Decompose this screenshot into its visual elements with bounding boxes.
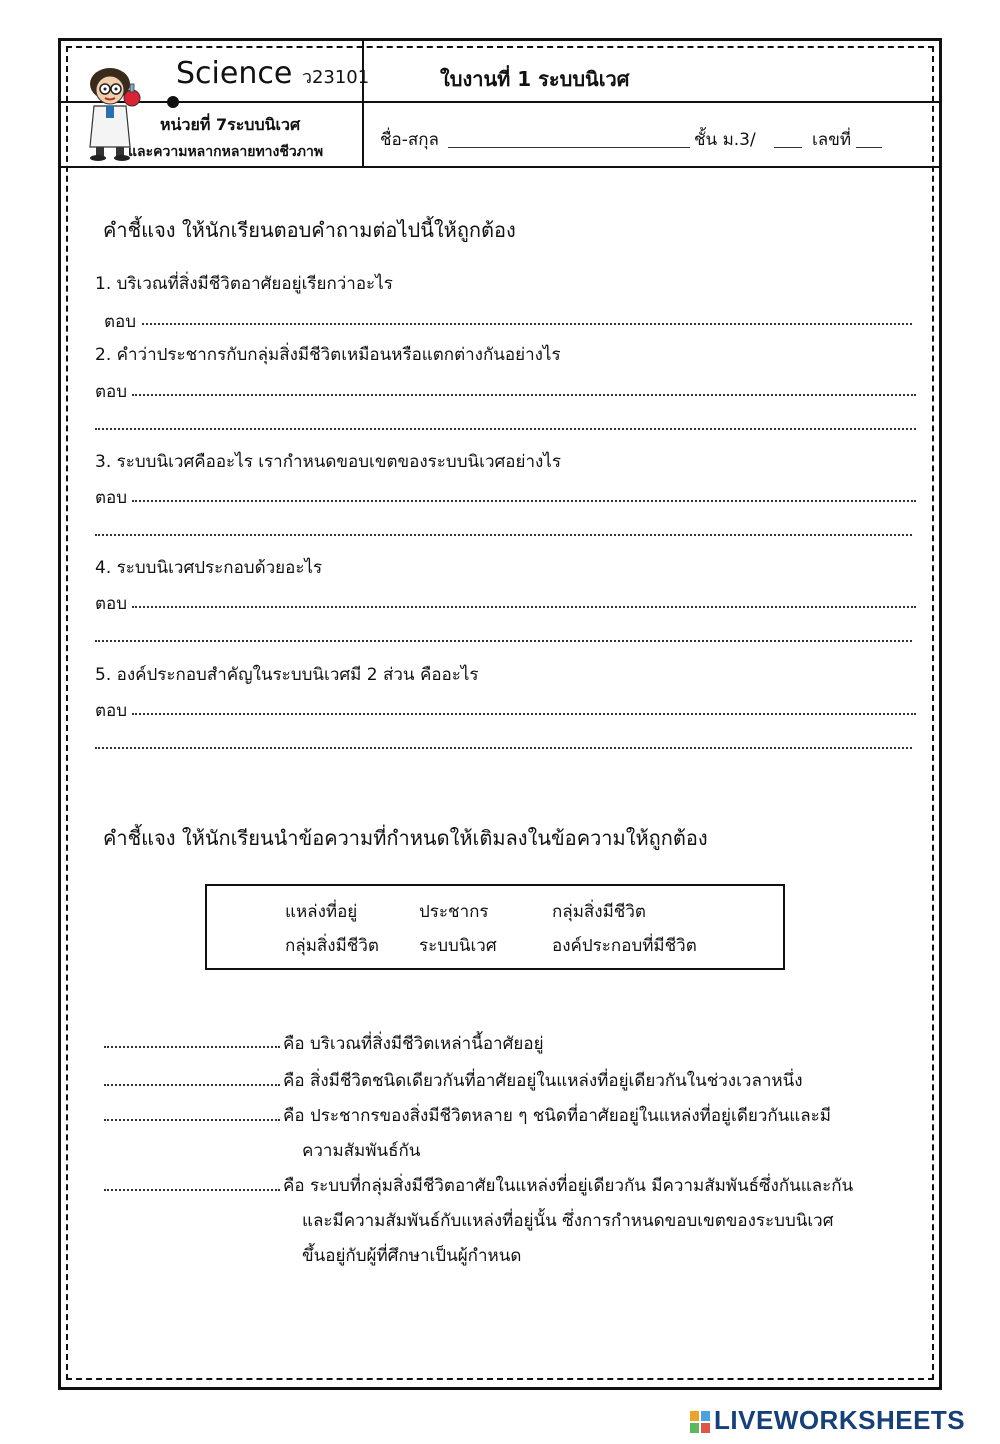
section2-instruction: คำชี้แจง ให้นักเรียนนำข้อความที่กำหนดให้เติมลงในข้อความให้ถูกต้อง [103, 826, 708, 850]
word-bank-item: แหล่งที่อยู่ [285, 902, 358, 922]
number-field[interactable] [856, 147, 882, 148]
fill-blank-2[interactable] [104, 1084, 280, 1086]
course-code: ว23101 [301, 67, 370, 88]
answer-label-1: ตอบ [104, 312, 137, 332]
name-label: ชื่อ-สกุล [380, 130, 439, 150]
definition-4-cont-1: และมีความสัมพันธ์กับแหล่งที่อยู่นั้น ซึ่งการกำหนดขอบเขตของระบบนิเวศ [302, 1211, 834, 1231]
answer-label-4: ตอบ [95, 594, 128, 614]
answer-label-5: ตอบ [95, 701, 128, 721]
question-4: 4. ระบบนิเวศประกอบด้วยอะไร [95, 558, 323, 578]
science-label: Science [176, 56, 293, 91]
answer-label-3: ตอบ [95, 488, 128, 508]
question-5: 5. องค์ประกอบสำคัญในระบบนิเวศมี 2 ส่วน คืออะไร [95, 665, 479, 685]
answer-label-2: ตอบ [95, 382, 128, 402]
definition-4-cont-2: ขึ้นอยู่กับผู้ที่ศึกษาเป็นผู้กำหนด [302, 1246, 522, 1266]
word-bank-item: องค์ประกอบที่มีชีวิต [552, 936, 697, 956]
name-field[interactable] [448, 147, 690, 148]
unit-title-line2: และความหลากหลายทางชีวภาพ [128, 144, 324, 160]
worksheet-title: ใบงานที่ 1 ระบบนิเวศ [440, 67, 630, 91]
liveworksheets-logo [690, 1405, 965, 1436]
class-label: ชั้น ม.3/ [694, 130, 756, 150]
subject-title [176, 56, 369, 91]
fill-blank-1[interactable] [104, 1046, 280, 1048]
brand-text: LIVEWORKSHEETS [714, 1405, 966, 1435]
bullet-dot-icon [167, 96, 179, 108]
question-2: 2. คำว่าประชากรกับกลุ่มสิ่งมีชีวิตเหมือนหรือแตกต่างกันอย่างไร [95, 345, 561, 365]
answer-4-line-1[interactable] [132, 606, 916, 608]
fill-blank-3[interactable] [104, 1119, 280, 1121]
answer-3-line-2[interactable] [95, 534, 912, 536]
answer-5-line-1[interactable] [132, 713, 916, 715]
definition-2: คือ สิ่งมีชีวิตชนิดเดียวกันที่อาศัยอยู่ในแหล่งที่อยู่เดียวกันในช่วงเวลาหนึ่ง [283, 1071, 803, 1091]
answer-2-line-2[interactable] [95, 428, 916, 430]
question-1: 1. บริเวณที่สิ่งมีชีวิตอาศัยอยู่เรียกว่าอะไร [95, 274, 393, 294]
word-bank-item: ประชากร [419, 902, 489, 922]
definition-3-cont: ความสัมพันธ์กัน [302, 1141, 421, 1161]
answer-2-line-1[interactable] [132, 394, 916, 396]
header-divider-1 [60, 101, 940, 103]
unit-title-line1: หน่วยที่ 7ระบบนิเวศ [160, 115, 301, 134]
answer-5-line-2[interactable] [95, 747, 912, 749]
answer-1-line[interactable] [142, 323, 912, 325]
liveworksheets-mark-icon [690, 1411, 710, 1433]
word-bank-item: กลุ่มสิ่งมีชีวิต [552, 902, 646, 922]
answer-4-line-2[interactable] [95, 640, 912, 642]
definition-1: คือ บริเวณที่สิ่งมีชีวิตเหล่านี้อาศัยอยู่ [283, 1034, 544, 1054]
header-divider-2 [60, 166, 940, 168]
word-bank-item: ระบบนิเวศ [419, 936, 497, 956]
fill-blank-4[interactable] [104, 1189, 280, 1191]
section1-instruction: คำชี้แจง ให้นักเรียนตอบคำถามต่อไปนี้ให้ถูกต้อง [103, 218, 516, 242]
definition-4: คือ ระบบที่กลุ่มสิ่งมีชีวิตอาศัยในแหล่งที่อยู่เดียวกัน มีความสัมพันธ์ซึ่งกันและกัน [283, 1176, 854, 1196]
word-bank-box [205, 884, 785, 970]
class-field[interactable] [774, 147, 802, 148]
answer-3-line-1[interactable] [132, 500, 916, 502]
word-bank-item: กลุ่มสิ่งมีชีวิต [285, 936, 379, 956]
question-3: 3. ระบบนิเวศคืออะไร เรากำหนดขอบเขตของระบบนิเวศอย่างไร [95, 452, 561, 472]
definition-3: คือ ประชากรของสิ่งมีชีวิตหลาย ๆ ชนิดที่อาศัยอยู่ในแหล่งที่อยู่เดียวกันและมี [283, 1106, 832, 1126]
number-label: เลขที่ [812, 130, 852, 150]
